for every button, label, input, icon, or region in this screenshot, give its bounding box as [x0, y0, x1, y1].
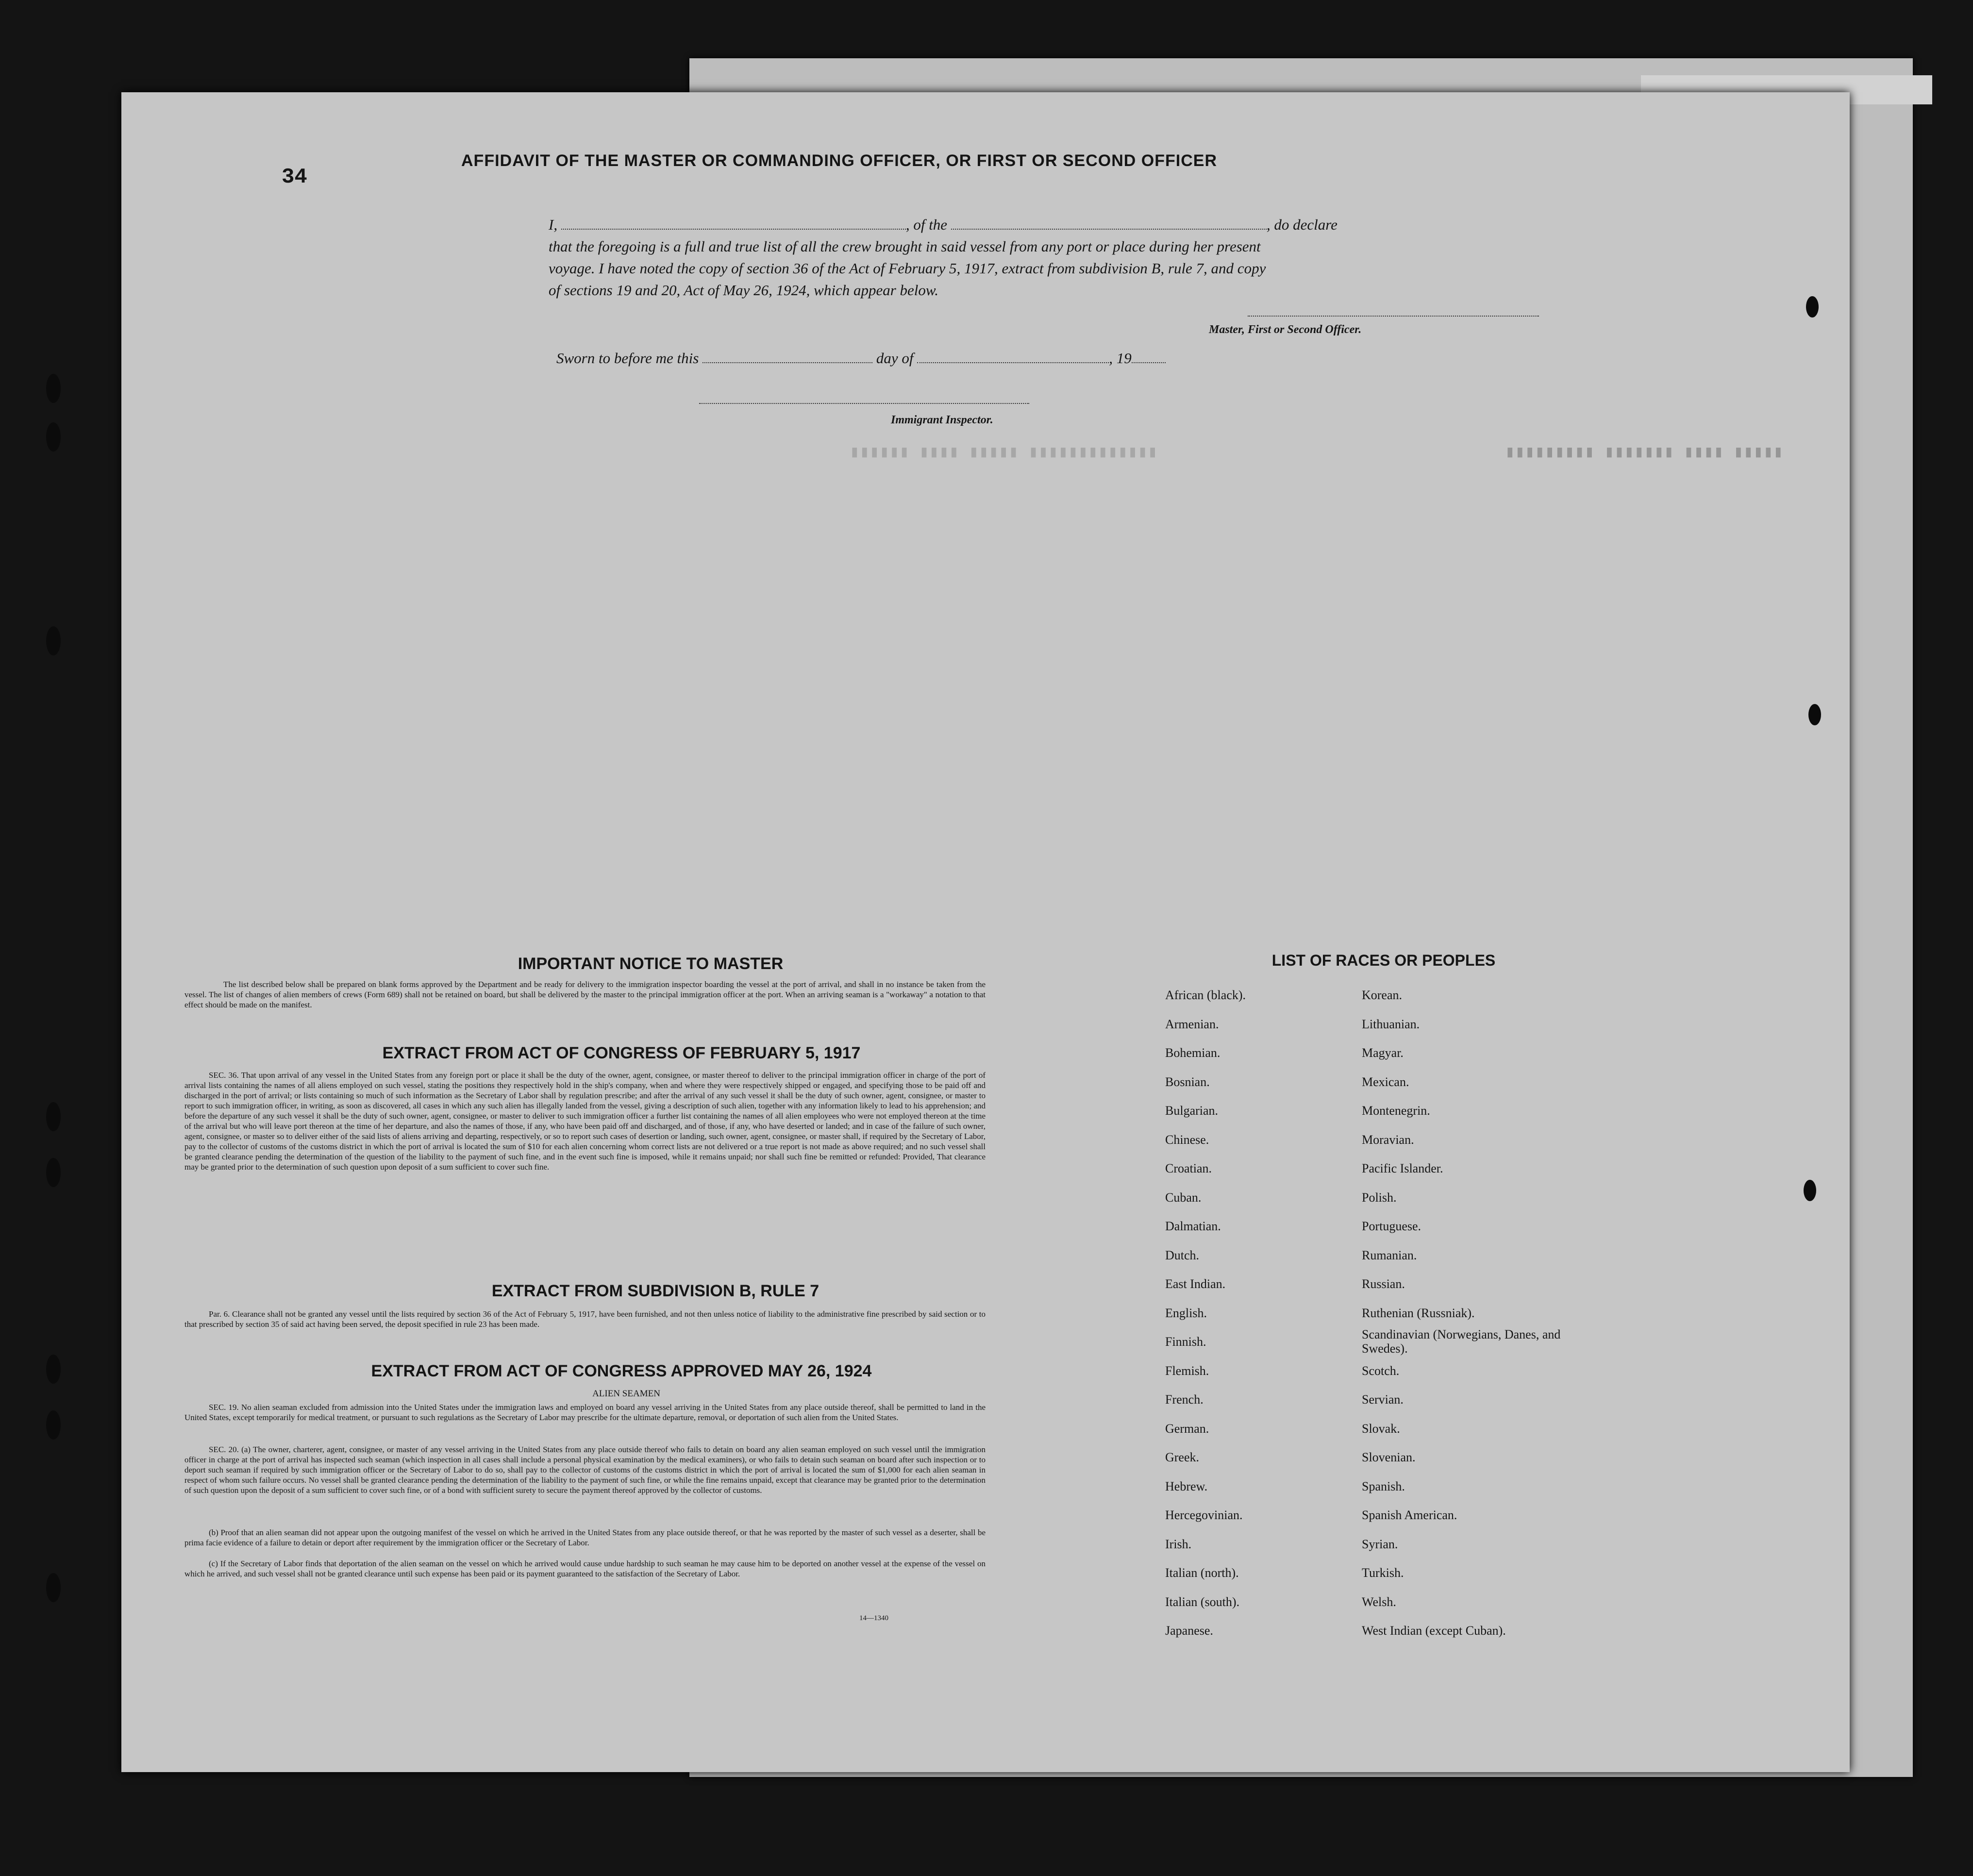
race-item: Syrian.	[1362, 1537, 1398, 1551]
sec19-text: SEC. 19. No alien seaman excluded from admission into the United States under the immigration laws and employed on board any vessel arriving in the United States from any place outside thereof, shall be permitted to land in the United States, except temporarily for medical treatment, or pursuant to such regulations as the Secretary of Labor may prescribe for the ultimate departure, removal, or deportation of such alien from the United States.	[184, 1403, 986, 1422]
binder-hole	[46, 422, 61, 452]
sworn-text: day of	[876, 350, 914, 367]
race-item: Flemish.	[1165, 1363, 1209, 1378]
race-item: Magyar.	[1362, 1046, 1404, 1060]
race-item: Dalmatian.	[1165, 1219, 1221, 1233]
race-item: Spanish.	[1362, 1479, 1405, 1493]
race-item: Spanish American.	[1362, 1508, 1457, 1522]
race-item: Armenian.	[1165, 1017, 1219, 1031]
races-right-column	[1362, 981, 1575, 1645]
binder-hole	[46, 626, 61, 655]
binder-hole	[1806, 296, 1819, 318]
race-item: Moravian.	[1362, 1132, 1414, 1147]
form-number: 14—1340	[859, 1614, 888, 1622]
bleed-through-text: ▮▮▮▮▮ ▮▮▮▮ ▮▮▮▮▮▮▮ ▮▮▮▮▮▮▮▮▮	[1505, 444, 1783, 462]
race-item: Montenegrin.	[1362, 1104, 1430, 1118]
race-item: Bulgarian.	[1165, 1104, 1219, 1118]
affidavit-declaration-line	[549, 216, 1338, 234]
race-item: Russian.	[1362, 1277, 1405, 1291]
extract-1917-title: EXTRACT FROM ACT OF CONGRESS OF FEBRUARY 5, 1917	[382, 1044, 861, 1062]
race-item: German.	[1165, 1421, 1209, 1436]
race-item: Pacific Islander.	[1362, 1161, 1443, 1175]
affidavit-text: voyage. I have noted the copy of section 36 of the Act of February 5, 1917, extract from subdivision B, rule 7, and copy	[549, 260, 1266, 277]
race-item: East Indian.	[1165, 1277, 1226, 1291]
race-item: English.	[1165, 1306, 1207, 1320]
alien-seamen-subtitle: ALIEN SEAMEN	[592, 1389, 660, 1399]
race-item: Italian (north).	[1165, 1566, 1239, 1580]
race-item: Hercegovinian.	[1165, 1508, 1243, 1522]
race-item: Italian (south).	[1165, 1594, 1240, 1609]
race-item: Ruthenian (Russniak).	[1362, 1306, 1475, 1320]
day-blank[interactable]	[702, 352, 872, 363]
sworn-text: , 19	[1109, 350, 1132, 367]
page-number: 34	[282, 165, 307, 189]
affidavit-text: I,	[549, 216, 558, 233]
affidavit-text: of sections 19 and 20, Act of May 26, 1924, which appear below.	[549, 282, 939, 299]
master-label: Master, First or Second Officer.	[1209, 323, 1362, 336]
race-item: Portuguese.	[1362, 1219, 1421, 1233]
notice-title: IMPORTANT NOTICE TO MASTER	[518, 955, 784, 973]
binder-hole	[1804, 1180, 1816, 1201]
race-item: Irish.	[1165, 1537, 1192, 1551]
binder-hole	[46, 1573, 61, 1602]
extract-1917-text: SEC. 36. That upon arrival of any vessel in the United States from any foreign port or place it shall be the duty of the owner, agent, consignee, or master thereof to deliver to the principal immigration officer in charge of the port of arrival lists containing the names of all aliens employed on such vessel, stating the positions they respectively hold in the ship's company, when and where they were respectively shipped or engaged, and specifying those to be paid off and discharged in the port of arrival; or lists containing so much of such information as the Secretary of Labor shall by regulation prescribe; and after the arrival of any such vessel it shall be the duty of such owner, agent, consignee, or master to report to such immigration officer, in writing, as soon as discovered, all cases in which any such alien has illegally landed from the vessel, giving a description of such alien, together with any information likely to lead to his apprehension; and before the departure of any such vessel it shall be the duty of such owner, agent, consignee, or master to deliver to such immigration officer a further list containing the names of all alien employees who were not employed thereon at the time of the arrival but who will leave port thereon at the time of her departure, and also the names of those, if any, who have been paid off and discharged, and of those, if any, who have deserted or landed; and in case of the failure of such owner, agent, consignee, or master so to deliver either of the said lists of aliens arriving and departing, respectively, or so to report such cases of desertion or landing, such owner, agent, consignee, or master shall, if required by the Secretary of Labor, pay to the collector of customs of the customs district in which the port of arrival is located the sum of $10 for each alien concerning whom correct lists are not delivered or a true report is not made as above required; and no such vessel shall be granted clearance pending the determination of the question of the liability to the payment of such fine, and in the event such fine is imposed, while it remains unpaid; nor shall such fine be remitted or refunded: Provided, That clearance may be granted prior to the determination of such question upon deposit of a sum sufficient to cover such fine.	[184, 1071, 986, 1172]
race-item: Polish.	[1362, 1190, 1397, 1205]
inspector-signature-line[interactable]	[699, 403, 1029, 404]
binder-hole	[46, 1158, 61, 1187]
extract-1924-title: EXTRACT FROM ACT OF CONGRESS APPROVED MAY 26, 1924	[371, 1362, 872, 1380]
race-item: French.	[1165, 1392, 1204, 1407]
rule7-text: Par. 6. Clearance shall not be granted any vessel until the lists required by section 36 of the Act of February 5, 1917, have been furnished, and not then unless notice of liability to the administrative fine prescribed by said section or to that prescribed by section 35 of said act having been served, the deposit specified in rule 23 has been made.	[184, 1309, 986, 1329]
vessel-blank[interactable]	[951, 218, 1267, 230]
race-item: Greek.	[1165, 1450, 1200, 1464]
race-item: Lithuanian.	[1362, 1017, 1420, 1031]
sworn-line	[556, 350, 1166, 367]
race-item: West Indian (except Cuban).	[1362, 1624, 1506, 1638]
race-item: Bosnian.	[1165, 1074, 1210, 1089]
inspector-label: Immigrant Inspector.	[891, 414, 993, 426]
race-item: African (black).	[1165, 988, 1246, 1002]
sworn-text: Sworn to before me this	[556, 350, 699, 367]
binder-hole	[46, 1102, 61, 1131]
binder-hole	[46, 1355, 61, 1384]
race-item: Croatian.	[1165, 1161, 1212, 1175]
binder-hole	[46, 374, 61, 403]
race-item: Dutch.	[1165, 1248, 1200, 1262]
race-item: Cuban.	[1165, 1190, 1202, 1205]
race-item: Servian.	[1362, 1392, 1404, 1407]
race-item: Scandinavian (Norwegians, Danes, and Swedes).	[1362, 1327, 1561, 1356]
race-item: Korean.	[1362, 988, 1403, 1002]
race-item: Welsh.	[1362, 1594, 1396, 1609]
month-blank[interactable]	[917, 352, 1109, 363]
race-item: Mexican.	[1362, 1074, 1409, 1089]
rule7-title: EXTRACT FROM SUBDIVISION B, RULE 7	[491, 1282, 819, 1300]
race-item: Slovenian.	[1362, 1450, 1416, 1464]
name-blank[interactable]	[561, 218, 906, 230]
affidavit-text: that the foregoing is a full and true list of all the crew brought in said vessel from any port or place during her present	[549, 238, 1261, 255]
year-blank[interactable]	[1132, 352, 1166, 363]
race-item: Chinese.	[1165, 1132, 1209, 1147]
race-item: Turkish.	[1362, 1566, 1404, 1580]
race-item: Bohemian.	[1165, 1046, 1221, 1060]
race-item: Rumanian.	[1362, 1248, 1417, 1262]
race-item: Japanese.	[1165, 1624, 1213, 1638]
notice-text: The list described below shall be prepared on blank forms approved by the Department and be ready for delivery to the immigration inspector boarding the vessel at the port of arrival, and shall in no instance be taken from the vessel. The list of changes of alien members of crews (Form 689) shall not be retained on board, but shall be delivered by the master to the principal immigration officer at the port. When an arriving seaman is a "workaway" a notation to that effect should be made on the manifest.	[184, 980, 986, 1009]
affidavit-text: , do declare	[1266, 216, 1338, 233]
race-item: Slovak.	[1362, 1421, 1400, 1436]
binder-hole	[46, 1410, 61, 1440]
races-title: LIST OF RACES OR PEOPLES	[1271, 952, 1496, 969]
race-item: Hebrew.	[1165, 1479, 1208, 1493]
sec20b-text: (b) Proof that an alien seaman did not appear upon the outgoing manifest of the vessel on which he arrived in the United States from any place outside thereof, or that he was reported by the master of such vessel as a deserter, shall be prima facie evidence of a failure to detain or deport after requirement by the immigration officer or the Secretary of Labor.	[184, 1528, 986, 1547]
races-left-column	[1165, 981, 1246, 1645]
affidavit-text: , of the	[905, 216, 948, 233]
race-item: Finnish.	[1165, 1335, 1206, 1349]
manifest-page	[121, 92, 1850, 1772]
race-item: Scotch.	[1362, 1363, 1400, 1378]
sec20a-text: SEC. 20. (a) The owner, charterer, agent, consignee, or master of any vessel arriving in the United States from any place outside thereof who fails to detain on board any alien seaman employed on such vessel until the immigration officer in charge at the port of arrival has inspected such seaman (which inspection in all cases shall include a personal physical examination by the medical examiners), or who fails to detain such seaman on board after such inspection or to deport such seaman if required by such immigration officer or the Secretary of Labor to do so, shall pay to the collector of customs of the customs district in which the port of arrival is located the sum of $1,000 for each alien seaman in respect of whom such failure occurs. No vessel shall be granted clearance pending the determination of the liability to the payment of such fine, or while the fine remains unpaid, except that clearance may be granted prior to the determination of such question upon the deposit of a sum sufficient to cover such fine, or of a bond with sufficient surety to secure the payment thereof approved by the collector of customs.	[184, 1445, 986, 1495]
binder-hole	[1808, 704, 1821, 725]
bleed-through-text: ▮▮▮▮▮▮▮▮▮▮▮▮▮ ▮▮▮▮▮ ▮▮▮▮ ▮▮▮▮▮▮	[850, 444, 1158, 462]
sec20c-text: (c) If the Secretary of Labor finds that deportation of the alien seaman on the vessel on which he arrived would cause undue hardship to such seaman he may cause him to be deported on another vessel at the expense of the vessel on which he arrived, and such vessel shall not be granted clearance until such expense has been paid or its payment guaranteed to the satisfaction of the Secretary of Labor.	[184, 1559, 986, 1578]
master-signature-line[interactable]	[1248, 316, 1539, 317]
affidavit-title: AFFIDAVIT OF THE MASTER OR COMMANDING OFFICER, OR FIRST OR SECOND OFFICER	[461, 151, 1217, 170]
